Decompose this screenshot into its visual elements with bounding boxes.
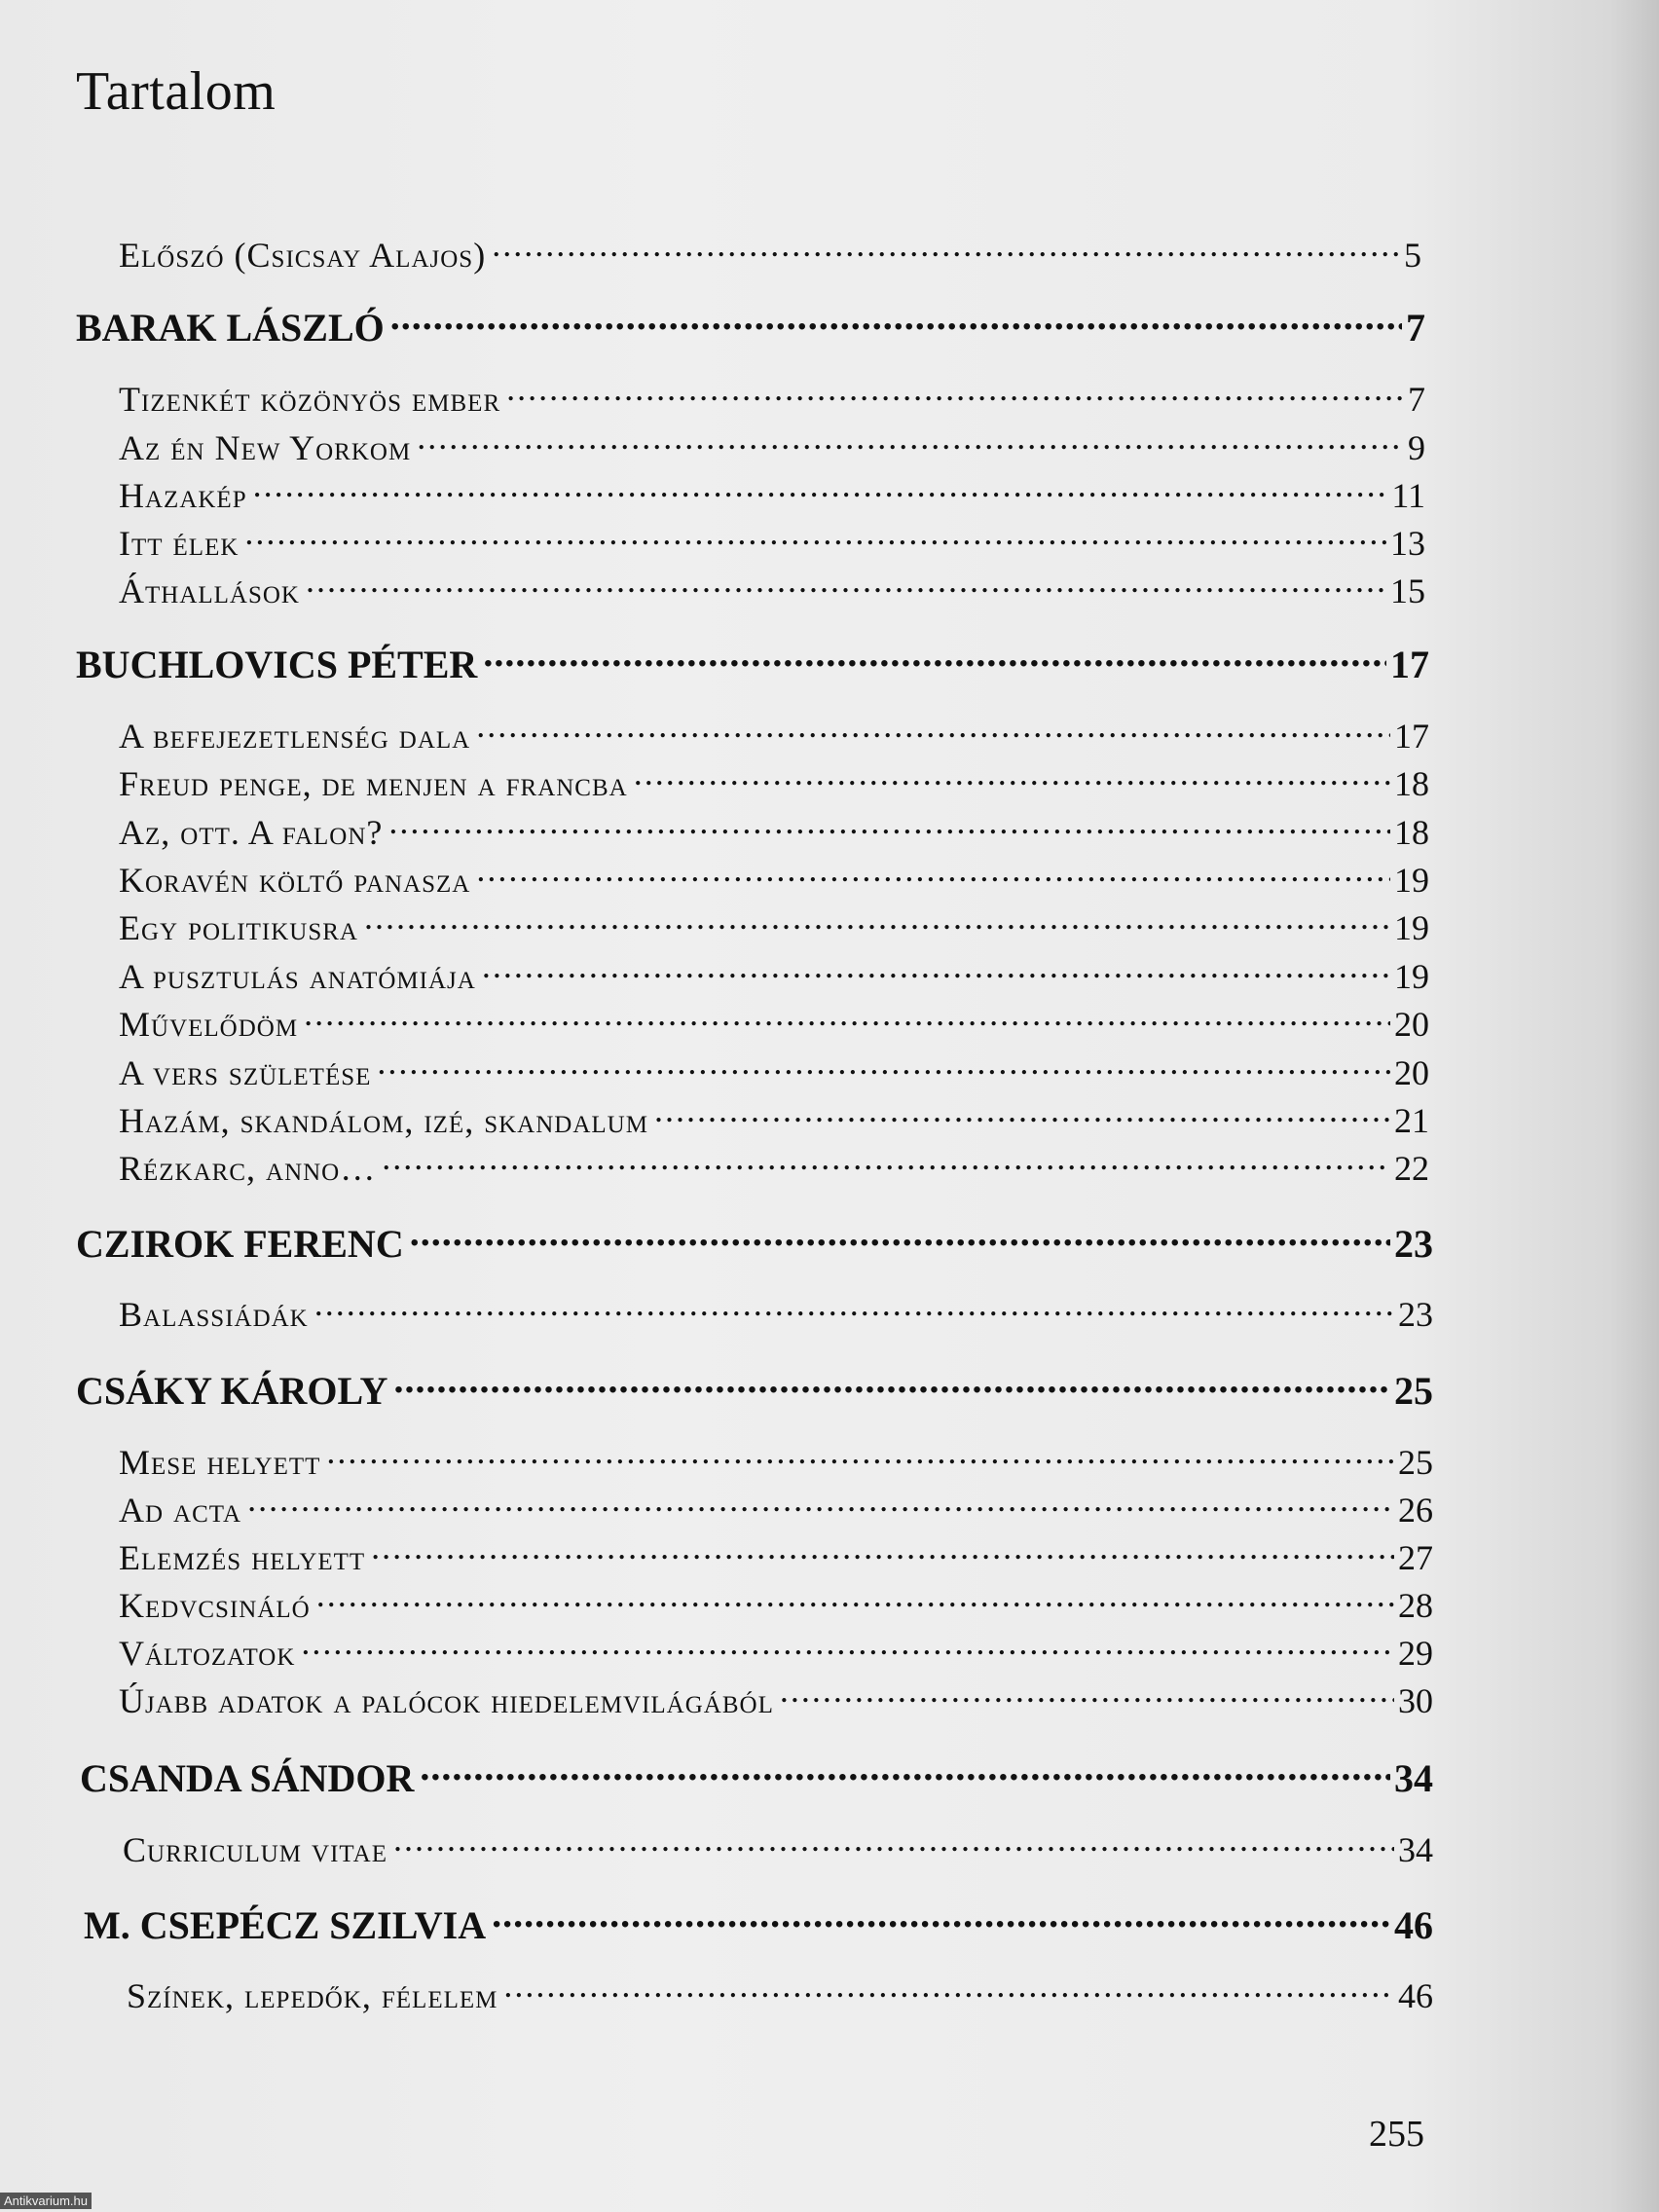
- toc-entry-label: Ad acta: [119, 1491, 242, 1530]
- toc-entry-label: A pusztulás anatómiája: [119, 957, 476, 996]
- toc-author-heading: [80, 1752, 1433, 1801]
- toc-entry-label: Áthallások: [119, 571, 300, 610]
- toc-author-heading: [84, 1899, 1433, 1948]
- dot-leader: [654, 1097, 1390, 1132]
- toc-entry-label: Előszó (Csicsay Alajos): [119, 236, 487, 275]
- toc-page-number: 46: [1394, 1903, 1433, 1947]
- dot-leader: [253, 472, 1388, 507]
- dot-leader: [371, 1534, 1394, 1569]
- toc-entry-label: Hazám, skandálom, izé, skandalum: [119, 1101, 648, 1140]
- toc-page-number: 15: [1390, 571, 1425, 610]
- toc-entry-label: Az, ott. A falon?: [119, 813, 384, 852]
- dot-leader: [377, 1050, 1390, 1085]
- toc-entry-label: Újabb adatok a palócok hiedelemvilágából: [119, 1681, 774, 1720]
- author-name: M. CSEPÉCZ SZILVIA: [84, 1903, 487, 1947]
- toc-entry: [119, 1487, 1433, 1530]
- dot-leader: [306, 568, 1386, 603]
- dot-leader: [316, 1582, 1394, 1617]
- toc-entry-label: Curriculum vitae: [123, 1830, 387, 1869]
- dot-leader: [364, 904, 1390, 940]
- toc-page-number: 20: [1394, 1005, 1429, 1044]
- dot-leader: [492, 1899, 1390, 1938]
- dot-leader: [634, 760, 1390, 795]
- toc-entry: [119, 857, 1429, 901]
- toc-page-number: 22: [1394, 1149, 1429, 1188]
- dot-leader: [382, 1145, 1390, 1180]
- page-title: Tartalom: [76, 61, 276, 122]
- toc-page-number: 46: [1398, 1976, 1433, 2015]
- dot-leader: [780, 1677, 1394, 1713]
- toc-page-number: 28: [1398, 1586, 1433, 1625]
- toc-entry: [119, 1630, 1433, 1674]
- toc-page-number: 23: [1394, 1222, 1433, 1266]
- watermark: Antikvarium.hu: [0, 2193, 92, 2209]
- toc-entry: [119, 1145, 1429, 1189]
- dot-leader: [476, 713, 1390, 748]
- toc-entry-label: Rézkarc, anno…: [119, 1149, 377, 1188]
- dot-leader: [417, 424, 1404, 460]
- dot-leader: [393, 1365, 1390, 1404]
- toc-entry: [119, 760, 1429, 804]
- toc-page-number: 13: [1390, 524, 1425, 563]
- toc-entry-label: A vers születése: [119, 1053, 372, 1092]
- toc-entry: [119, 1439, 1433, 1483]
- dot-leader: [247, 1487, 1394, 1522]
- dot-leader: [482, 953, 1390, 988]
- toc-page-number: 25: [1394, 1369, 1433, 1413]
- toc-page-number: 19: [1394, 861, 1429, 900]
- toc-page-number: 18: [1394, 764, 1429, 803]
- toc-page-number: 27: [1398, 1538, 1433, 1577]
- toc-entry: [119, 953, 1429, 997]
- toc-entry-label: Itt élek: [119, 524, 240, 563]
- toc-author-heading: [76, 1218, 1433, 1267]
- dot-leader: [420, 1752, 1390, 1791]
- toc-entry: [123, 1826, 1433, 1870]
- toc-entry-label: Hazakép: [119, 476, 247, 515]
- toc-entry: [119, 1001, 1429, 1045]
- toc-entry-label: Színek, lepedők, félelem: [127, 1976, 498, 2015]
- dot-leader: [503, 1972, 1394, 2008]
- toc-entry: [119, 472, 1425, 516]
- toc-page-number: 18: [1394, 813, 1429, 852]
- toc-page-number: 26: [1398, 1491, 1433, 1530]
- dot-leader: [410, 1218, 1390, 1257]
- toc-entry-label: Elemzés helyett: [119, 1538, 366, 1577]
- toc-entry-label: A befejezetlenség dala: [119, 717, 471, 756]
- toc-entry-label: Kedvcsináló: [119, 1586, 311, 1625]
- toc-page-number: 9: [1408, 428, 1425, 467]
- toc-entry: [119, 520, 1425, 564]
- toc-page-number: 17: [1390, 643, 1429, 686]
- toc-entry-label: Tizenkét közönyös ember: [119, 380, 501, 419]
- dot-leader: [492, 232, 1400, 267]
- toc-entry-label: Az én New Yorkom: [119, 428, 412, 467]
- toc-entry-label: Mese helyett: [119, 1443, 321, 1482]
- toc-page-number: 34: [1394, 1756, 1433, 1800]
- dot-leader: [244, 520, 1386, 555]
- toc-page-number: 19: [1394, 908, 1429, 947]
- toc-entry-label: Koravén költő panasza: [119, 861, 471, 900]
- toc-entry: [119, 376, 1425, 420]
- toc-page-number: 21: [1394, 1101, 1429, 1140]
- toc-page-number: 20: [1394, 1053, 1429, 1092]
- dot-leader: [301, 1630, 1394, 1665]
- author-name: BARAK LÁSZLÓ: [76, 306, 385, 350]
- toc-entry: [119, 1534, 1433, 1578]
- toc-entry: [119, 1097, 1429, 1141]
- author-name: CZIROK FERENC: [76, 1222, 404, 1266]
- dot-leader: [483, 639, 1386, 678]
- toc-entry: [119, 809, 1429, 853]
- toc-entry-label: Freud penge, de menjen a francba: [119, 764, 628, 803]
- toc-entry-foreword: [119, 232, 1421, 276]
- toc-page-number: 19: [1394, 957, 1429, 996]
- toc-entry: [119, 1677, 1433, 1721]
- dot-leader: [476, 857, 1390, 892]
- toc-entry-label: Egy politikusra: [119, 908, 358, 947]
- toc-entry-label: Művelődöm: [119, 1005, 299, 1044]
- toc-entry: [119, 904, 1429, 948]
- toc-page-number: 5: [1404, 236, 1421, 275]
- toc-page-number: 7: [1406, 306, 1425, 350]
- toc-entry: [119, 1050, 1429, 1093]
- toc-entry: [119, 1291, 1433, 1335]
- toc-author-heading: [76, 639, 1429, 687]
- page-number: 255: [1369, 2114, 1424, 2155]
- dot-leader: [326, 1439, 1394, 1474]
- dot-leader: [390, 302, 1402, 341]
- toc-page-number: 34: [1398, 1830, 1433, 1869]
- toc-entry: [119, 424, 1425, 468]
- toc-page-number: 11: [1391, 476, 1425, 515]
- toc-entry-label: Változatok: [119, 1634, 296, 1673]
- author-name: BUCHLOVICS PÉTER: [76, 643, 478, 686]
- toc-page-number: 7: [1408, 380, 1425, 419]
- toc-page-number: 23: [1398, 1295, 1433, 1334]
- toc-author-heading: [76, 1365, 1433, 1414]
- dot-leader: [506, 376, 1404, 411]
- dot-leader: [304, 1001, 1390, 1036]
- toc-author-heading: [76, 302, 1425, 350]
- toc-entry: [119, 1582, 1433, 1626]
- toc-entry: [127, 1972, 1433, 2016]
- dot-leader: [314, 1291, 1394, 1326]
- author-name: CSANDA SÁNDOR: [80, 1756, 415, 1800]
- toc-entry: [119, 568, 1425, 611]
- toc-entry: [119, 713, 1429, 756]
- toc-page-number: 29: [1398, 1634, 1433, 1673]
- dot-leader: [393, 1826, 1394, 1862]
- author-name: CSÁKY KÁROLY: [76, 1369, 388, 1413]
- toc-page-number: 25: [1398, 1443, 1433, 1482]
- toc-page-number: 30: [1398, 1681, 1433, 1720]
- toc-entry-label: Balassiádák: [119, 1295, 309, 1334]
- dot-leader: [388, 809, 1390, 844]
- toc-page-number: 17: [1394, 717, 1429, 756]
